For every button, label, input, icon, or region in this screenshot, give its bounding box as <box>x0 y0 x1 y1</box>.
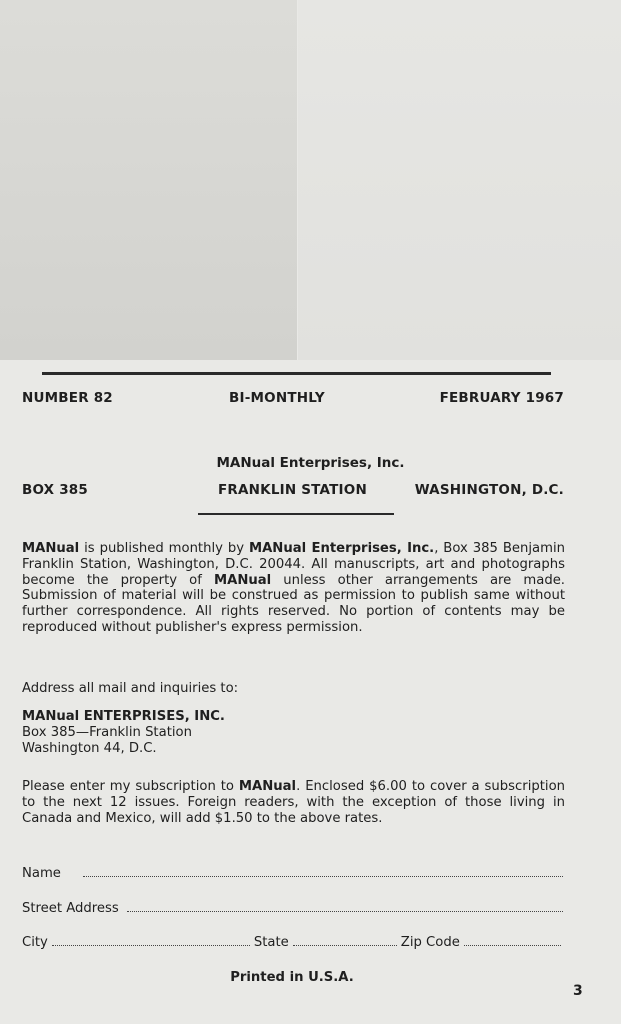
name-field[interactable] <box>83 875 563 877</box>
middle-divider <box>198 513 394 515</box>
brand-name: MANual <box>22 541 80 556</box>
zip-label: Zip Code <box>400 935 460 950</box>
mailing-line-2: Washington 44, D.C. <box>22 740 157 756</box>
mailing-intro: Address all mail and inquiries to: <box>22 681 239 696</box>
photograph-right <box>298 0 621 360</box>
mailing-line-1: Box 385—Franklin Station <box>22 724 192 740</box>
publication-notice <box>22 541 565 636</box>
city-field[interactable] <box>52 944 250 946</box>
subscription-notice <box>22 779 565 826</box>
issue-date: FEBRUARY 1967 <box>439 390 564 406</box>
state-field[interactable] <box>293 944 397 946</box>
name-label: Name <box>22 866 61 881</box>
issue-number: NUMBER 82 <box>22 390 113 406</box>
address-station: FRANKLIN STATION <box>218 482 367 498</box>
notice-text: unless other arrangements are made. Submission of material will be construed as permission to publish same without further correspondence. All rights reserved. No portion of contents may be reproduced without publisher's express permission. <box>22 572 565 635</box>
zip-code-field[interactable] <box>464 944 561 946</box>
mailing-address <box>22 709 565 756</box>
brand-name: MANual <box>214 572 272 588</box>
form-city-row <box>22 935 565 950</box>
street-label: Street Address <box>22 901 119 916</box>
notice-text: is published monthly by <box>79 541 249 556</box>
notice-text: , Box 385 Benjamin Franklin Station, Washington, D.C. 20044. All manuscripts, art and photographs become the property of <box>22 541 565 588</box>
page-number: 3 <box>573 983 583 999</box>
form-name-row <box>22 866 565 881</box>
address-city: WASHINGTON, D.C. <box>414 482 564 498</box>
top-divider <box>42 372 551 375</box>
printed-in-usa: Printed in U.S.A. <box>230 970 354 985</box>
photograph-left <box>0 0 297 360</box>
city-label: City <box>22 935 48 950</box>
mailing-company: MANual ENTERPRISES, INC. <box>22 709 225 724</box>
subscription-text: Please enter my subscription to <box>22 779 239 794</box>
brand-name: MANual <box>238 779 297 794</box>
subscription-text: . Enclosed $6.00 to cover a subscription to the next 12 issues. Foreign readers, with the exception of those living in Canada and Mexico, will add $1.50 to the above rates. <box>22 779 565 826</box>
company-name: MANual Enterprises, Inc. <box>248 541 435 556</box>
publisher-name: MANual Enterprises, Inc. <box>216 455 405 471</box>
form-street-row <box>22 901 565 916</box>
issue-frequency: BI-MONTHLY <box>229 390 325 406</box>
street-address-field[interactable] <box>127 910 563 912</box>
address-box: BOX 385 <box>22 482 88 498</box>
state-label: State <box>253 935 289 950</box>
